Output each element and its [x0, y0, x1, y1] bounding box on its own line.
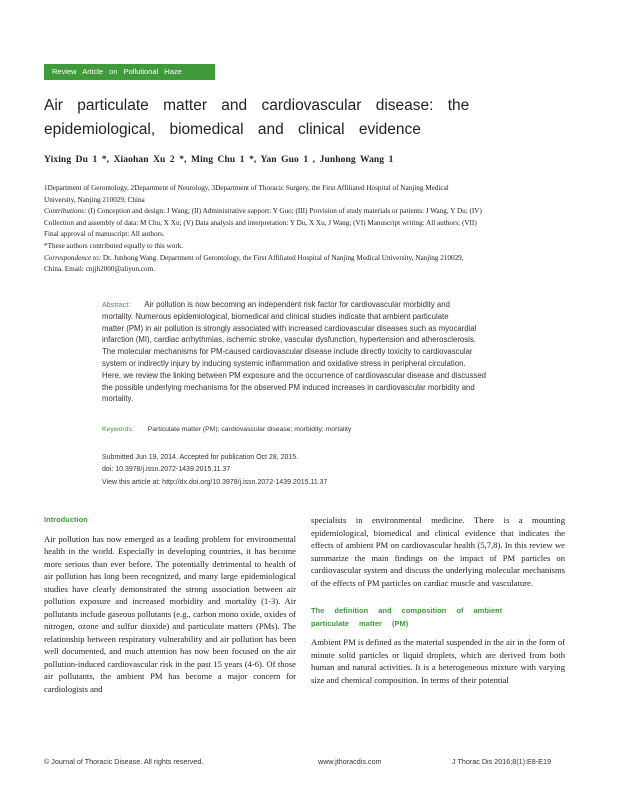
correspondence [44, 253, 574, 265]
definition-heading [311, 605, 565, 630]
submission-dates: Submitted Jun 19, 2014. Accepted for publication Oct 28, 2015. [102, 454, 299, 461]
abstract-line: mortality. Numerous epidemiological, biomedical and clinical studies indicate that ambient particulate [102, 311, 449, 321]
contributions-line-3: Final approval of manuscript: All authors. [44, 230, 165, 239]
abstract-line: matter (PM) in air pollution is strongly associated with increased cardiovascular diseases such as myocardial [102, 323, 477, 333]
contributions-line-2: Collection and assembly of data: M Chu, X Xu; (V) Data analysis and interpretation: Y Du, X Xu, J Wang; (VI) Manuscript writing: All authors; (VII) [44, 218, 477, 227]
keywords-label: Keywords: [102, 426, 134, 433]
view-article-link[interactable]: View this article at: http://dx.doi.org/10.3978/j.issn.2072-1439.2015.11.37 [102, 478, 328, 486]
citation: J Thorac Dis 2016;8(1):E8-E19 [452, 757, 551, 766]
title-line-1: Air particulate matter and cardiovascular disease: the [44, 97, 470, 114]
correspondence-label: Correspondence to: [44, 253, 102, 262]
equal-contribution-note: *These authors contributed equally to this work. [44, 241, 184, 250]
affiliation-line-1: 1Department of Gerontology, 2Department of Neurology, 3Department of Thoracic Surgery, the First Affiliated Hospital of Nanjing Medical [44, 184, 449, 192]
article-type-banner: Review Article on Pollutional Haze [44, 64, 215, 80]
right-column [311, 514, 565, 686]
title-line-2: epidemiological, biomedical and clinical evidence [44, 121, 421, 138]
abstract-label: Abstract: [102, 300, 131, 309]
introduction-continued-paragraph: specialists in environmental medicine. There is a mounting epidemiological, biomedical and clinical evidence that indicates the effects of ambient PM on cardiovascular health (5,7,8). In this review we summarize the main findings on the impact of PM particles on cardiovascular system and discuss the underlying molecular mechanisms of the effects of PM particles on cardiac muscle and vasculature. [311, 515, 565, 588]
abstract-line: Abstract: Air pollution is now becoming an independent risk factor for cardiovascular morbidity and [102, 300, 450, 309]
abstract-line: the possible underlying mechanisms for the observed PM induced increases in cardiovascular morbidity and [102, 382, 475, 392]
doi: doi: 10.3978/j.issn.2072-1439.2015.11.37 [102, 466, 231, 474]
abstract [102, 299, 520, 405]
correspondence-line-2: China. Email: cnjjh2000@aliyun.com. [44, 265, 156, 274]
abstract-line: infarction (MI), cardiac arrhythmias, ischemic stroke, vascular dysfunction, hypertension and atherosclerosis. [102, 335, 476, 345]
abstract-line: The molecular mechanisms for PM-caused cardiovascular disease include directly toxicity to cardiovascular [102, 347, 473, 357]
introduction-heading: Introduction [44, 515, 88, 524]
article-metadata [44, 183, 574, 276]
copyright: © Journal of Thoracic Disease. All rights reserved. [44, 757, 204, 766]
keywords [102, 426, 520, 433]
abstract-line: Here, we review the linking between PM exposure and the occurrence of cardiovascular disease and discussed [102, 370, 486, 380]
abstract-line: system or indirectly injury by inducing systemic inflammation and oxidative stress in peripheral circulation. [102, 358, 466, 368]
author-list: Yixing Du 1 *, Xiaohan Xu 2 *, Ming Chu 1 *, Yan Guo 1 , Junhong Wang 1 [44, 155, 394, 165]
correspondence-line-1: Dr. Junhong Wang. Department of Gerontology, the First Affiliated Hospital of Nanjing Medical University, Nanjing 210029, [102, 253, 464, 262]
contributions-label: Contributions: [44, 207, 87, 216]
definition-heading-line-1: The definition and composition of ambient [311, 606, 503, 615]
definition-paragraph: Ambient PM is defined as the material suspended in the air in the form of minute solid particles or liquid droplets, which are derived from both human and natural activities. It is a heterogeneous mixture with varying size and chemical composition. In terms of their potential [311, 637, 565, 685]
article-title [44, 94, 574, 142]
left-column [44, 514, 296, 695]
introduction-paragraph: Air pollution has now emerged as a leading problem for environmental health in the world. Especially in developing countries, it has become more serious than ever before. The potentially detrimental to health of air pollution has long been recognized, and many large epidemiological studies have clearly demonstrated the strong association between air pollution exposure and increased morbidity and mortality (1-3). Air pollutants include gaseous pollutants (e.g., carbon mono oxide, oxides of nitrogen, ozone and sulfur dioxide) and particulate matters (PMs). The relationship between respiratory vulnerability and air pollution has been well documented, and much attention has now been focused on the air pollution-induced cardiovascular risk in the past 15 years (4-6). Of those air pollutants, the ambient PM has become a major concern for cardiologists and [44, 533, 296, 694]
contributions-line-1: (I) Conception and design: J Wang; (II) Administrative support: Y Guo; (III) Provision of study materials or patients: J Wang, Y Du; (IV) [88, 207, 482, 216]
journal-url[interactable]: www.jthoracdis.com [318, 757, 382, 766]
definition-heading-line-2: particulate matter (PM) [311, 618, 409, 628]
abstract-line: mortality. [102, 394, 134, 404]
publication-info [102, 452, 520, 489]
keywords-text: Particulate matter (PM); cardiovascular disease; morbidity; mortality [147, 426, 352, 433]
contributions [44, 206, 574, 218]
affiliation-line-2: University, Nanjing 210029, China [44, 195, 145, 204]
